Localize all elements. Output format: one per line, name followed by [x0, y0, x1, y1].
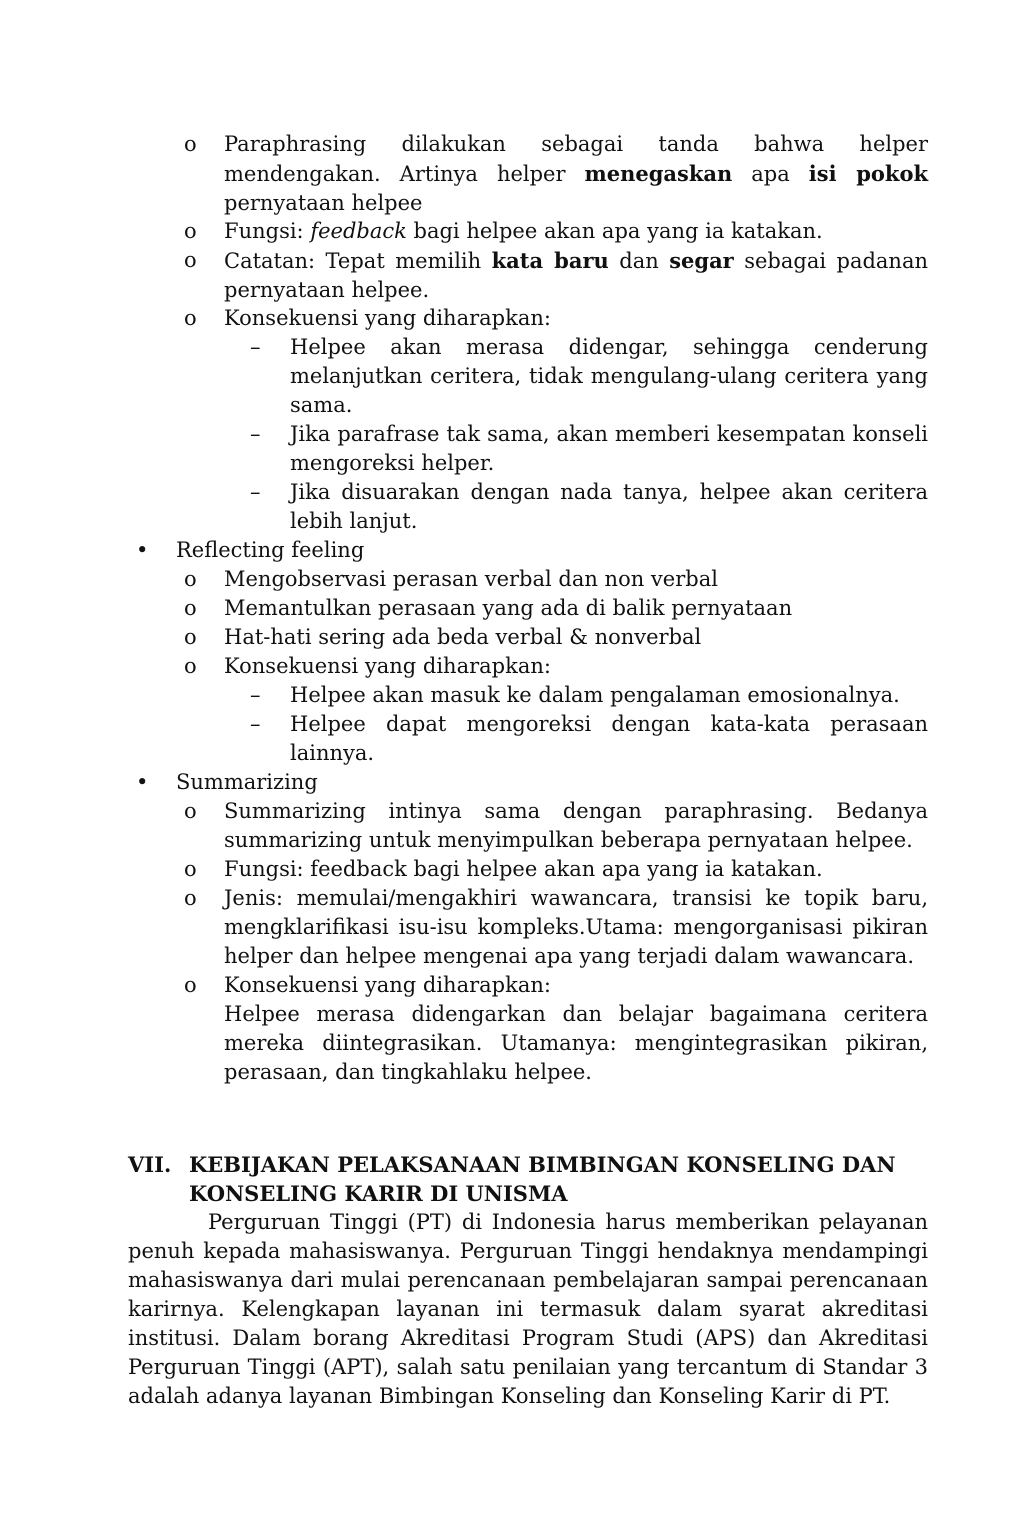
list-item: Helpee akan masuk ke dalam pengalaman emosionalnya.: [290, 683, 900, 707]
list-marker: o: [184, 248, 197, 272]
section-number: VII.: [128, 1152, 172, 1177]
consequence-paragraph: Helpee merasa didengarkan dan belajar bagaimana ceritera mereka diintegrasikan. Utamanya: mengintegrasikan pikiran, perasaan, dan tingkahlaku helpee.: [224, 1002, 928, 1084]
list-item: Konsekuensi yang diharapkan:: [224, 973, 551, 997]
section-title-line2: KONSELING KARIR DI UNISMA: [189, 1181, 568, 1206]
list-marker: o: [184, 596, 197, 620]
list-marker: o: [184, 625, 197, 649]
dash-marker: –: [250, 422, 261, 446]
list-item: Jenis: memulai/mengakhiri wawancara, transisi ke topik baru, mengklarifikasi isu-isu kompleks.Utama: mengorganisasi pikiran helper dan helpee mengenai apa yang terjadi dalam wawancara.: [224, 886, 928, 968]
dash-marker: –: [250, 335, 261, 359]
dash-marker: –: [250, 712, 261, 736]
list-item: Fungsi: feedback bagi helpee akan apa yang ia katakan.: [224, 857, 823, 881]
list-item: Konsekuensi yang diharapkan:: [224, 654, 551, 678]
list-marker: o: [184, 654, 197, 678]
list-item: Konsekuensi yang diharapkan:: [224, 306, 551, 330]
list-marker: o: [184, 567, 197, 591]
section-paragraph: Perguruan Tinggi (PT) di Indonesia harus memberikan pelayanan penuh kepada mahasiswanya. Perguruan Tinggi hendaknya mendampingi mahasiswanya dari mulai perencanaan pembelajaran sampai perencanaan karirnya. Kelengkapan layanan ini termasuk dalam syarat akreditasi institusi. Dalam borang Akreditasi Program Studi (APS) dan Akreditasi Perguruan Tinggi (APT), salah satu penilaian yang tercantum di Standar 3 adalah adanya layanan Bimbingan Konseling dan Konseling Karir di PT.: [128, 1210, 928, 1408]
list-marker: o: [184, 132, 197, 156]
list-item: Catatan: Tepat memilih kata baru dan segar sebagai padanan pernyataan helpee.: [224, 248, 929, 302]
list-marker: o: [184, 857, 197, 881]
list-marker: o: [184, 306, 197, 330]
list-item: Helpee dapat mengoreksi dengan kata-kata perasaan lainnya.: [290, 712, 928, 765]
list-item: Memantulkan perasaan yang ada di balik pernyataan: [224, 596, 793, 620]
list-item: Summarizing intinya sama dengan paraphrasing. Bedanya summarizing untuk menyimpulkan beberapa pernyataan helpee.: [224, 799, 928, 852]
list-item: Helpee akan merasa didengar, sehingga cenderung melanjutkan ceritera, tidak mengulang-ulang ceritera yang sama.: [290, 335, 928, 417]
list-marker: o: [184, 886, 197, 910]
list-marker: o: [184, 973, 197, 997]
list-item: Fungsi: feedback bagi helpee akan apa yang ia katakan.: [224, 219, 823, 243]
section-bullet-title: Reflecting feeling: [176, 538, 365, 562]
list-marker: o: [184, 799, 197, 823]
list-item: Jika parafrase tak sama, akan memberi kesempatan konseli mengoreksi helper.: [290, 422, 928, 475]
list-item: Hat-hati sering ada beda verbal & nonverbal: [224, 625, 702, 649]
bullet-marker: •: [136, 538, 149, 562]
section-bullet-title: Summarizing: [176, 770, 318, 794]
dash-marker: –: [250, 683, 261, 707]
list-item: Jika disuarakan dengan nada tanya, helpee akan ceritera lebih lanjut.: [290, 480, 928, 533]
dash-marker: –: [250, 480, 261, 504]
list-marker: o: [184, 219, 197, 243]
bullet-marker: •: [136, 770, 149, 794]
list-item: Paraphrasing dilakukan sebagai tanda bahwa helper mendengakan. Artinya helper menegaskan apa isi pokok pernyataan helpee: [224, 132, 928, 215]
list-item: Mengobservasi perasan verbal dan non verbal: [224, 567, 718, 591]
section-title-line1: KEBIJAKAN PELAKSANAAN BIMBINGAN KONSELING DAN: [189, 1152, 896, 1177]
